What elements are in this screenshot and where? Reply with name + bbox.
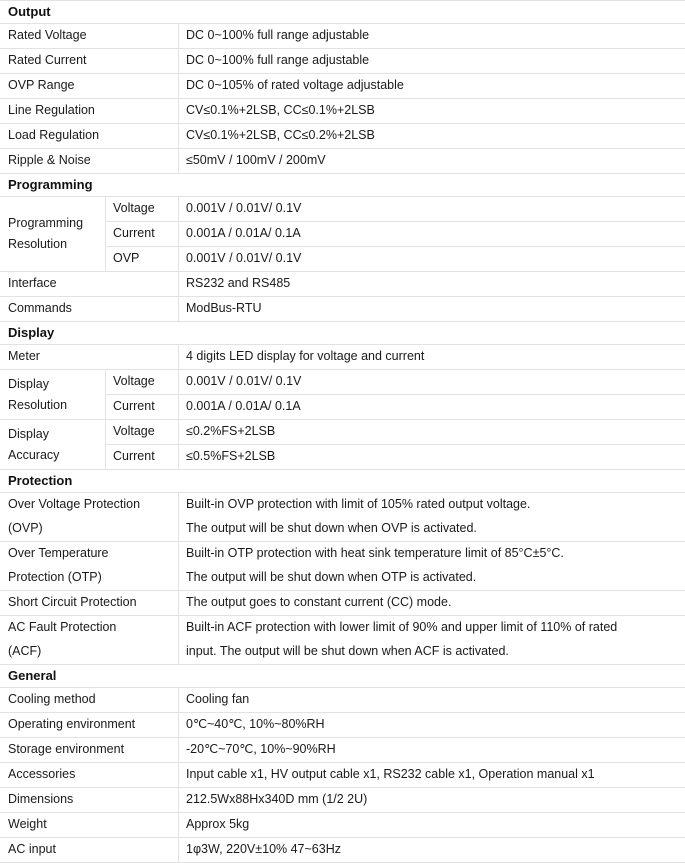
row-value: 0.001V / 0.01V/ 0.1V — [179, 370, 685, 395]
row-value — [179, 493, 685, 542]
row-value: 4 digits LED display for voltage and current — [179, 345, 685, 370]
row-label: Operating environment — [1, 713, 179, 738]
table-row — [1, 149, 685, 174]
row-label: Meter — [1, 345, 179, 370]
row-value: ≤0.5%FS+2LSB — [179, 445, 685, 470]
label-line-2: (OVP) — [8, 515, 171, 539]
section-title: Programming — [1, 174, 685, 197]
row-value: DC 0~100% full range adjustable — [179, 24, 685, 49]
label-line-1: AC Fault Protection — [8, 618, 171, 638]
row-sublabel: Current — [106, 395, 179, 420]
row-label: Accessories — [1, 763, 179, 788]
table-row — [1, 124, 685, 149]
table-row — [1, 493, 685, 542]
table-row — [1, 788, 685, 813]
row-value: 0.001A / 0.01A/ 0.1A — [179, 395, 685, 420]
row-value: DC 0~100% full range adjustable — [179, 49, 685, 74]
row-value: 0℃~40℃, 10%~80%RH — [179, 713, 685, 738]
row-value: Approx 5kg — [179, 813, 685, 838]
label-line-1: Over Voltage Protection — [8, 495, 171, 515]
row-value: Input cable x1, HV output cable x1, RS232 cable x1, Operation manual x1 — [179, 763, 685, 788]
section-header-output — [1, 1, 685, 24]
table-row — [1, 688, 685, 713]
table-row — [1, 591, 685, 616]
value-line-1: Built-in ACF protection with lower limit of 90% and upper limit of 110% of rated — [186, 618, 678, 638]
row-label: Rated Current — [1, 49, 179, 74]
row-value — [179, 542, 685, 591]
row-label — [1, 493, 179, 542]
row-sublabel: Voltage — [106, 420, 179, 445]
row-label: Ripple & Noise — [1, 149, 179, 174]
table-row — [1, 24, 685, 49]
table-row — [1, 297, 685, 322]
row-label-display-accuracy — [1, 420, 106, 470]
row-value: CV≤0.1%+2LSB, CC≤0.2%+2LSB — [179, 124, 685, 149]
row-label: Dimensions — [1, 788, 179, 813]
row-value: 0.001V / 0.01V/ 0.1V — [179, 247, 685, 272]
table-row — [1, 616, 685, 665]
table-row — [1, 272, 685, 297]
value-line-1: Built-in OVP protection with limit of 105% rated output voltage. — [186, 495, 678, 515]
row-label: Weight — [1, 813, 179, 838]
row-label: Short Circuit Protection — [1, 591, 179, 616]
label-line-2: Resolution — [8, 234, 98, 255]
row-value: RS232 and RS485 — [179, 272, 685, 297]
section-header-general — [1, 665, 685, 688]
section-header-protection — [1, 470, 685, 493]
label-line-1: Display — [8, 424, 98, 445]
row-value: CV≤0.1%+2LSB, CC≤0.1%+2LSB — [179, 99, 685, 124]
row-label: Interface — [1, 272, 179, 297]
table-row — [1, 370, 685, 395]
section-header-programming — [1, 174, 685, 197]
row-label: OVP Range — [1, 74, 179, 99]
value-line-2: input. The output will be shut down when ACF is activated. — [186, 638, 678, 662]
table-row — [1, 738, 685, 763]
label-line-2: Accuracy — [8, 445, 98, 466]
row-value: DC 0~105% of rated voltage adjustable — [179, 74, 685, 99]
value-line-2: The output will be shut down when OTP is activated. — [186, 564, 678, 588]
row-sublabel: OVP — [106, 247, 179, 272]
table-row — [1, 813, 685, 838]
row-value: 0.001V / 0.01V/ 0.1V — [179, 197, 685, 222]
value-line-2: The output will be shut down when OVP is activated. — [186, 515, 678, 539]
table-row — [1, 713, 685, 738]
row-value: -20℃~70℃, 10%~90%RH — [179, 738, 685, 763]
row-label: Rated Voltage — [1, 24, 179, 49]
row-value: Cooling fan — [179, 688, 685, 713]
row-label — [1, 542, 179, 591]
table-row — [1, 74, 685, 99]
table-row — [1, 838, 685, 863]
row-value — [179, 616, 685, 665]
label-line-2: (ACF) — [8, 638, 171, 662]
row-sublabel: Voltage — [106, 370, 179, 395]
row-label-display-resolution — [1, 370, 106, 420]
table-row — [1, 197, 685, 222]
row-value: 1φ3W, 220V±10% 47~63Hz — [179, 838, 685, 863]
section-title: Protection — [1, 470, 685, 493]
row-sublabel: Voltage — [106, 197, 179, 222]
row-label-programming-resolution — [1, 197, 106, 272]
label-line-2: Protection (OTP) — [8, 564, 171, 588]
row-value: 0.001A / 0.01A/ 0.1A — [179, 222, 685, 247]
row-value: ModBus-RTU — [179, 297, 685, 322]
section-title: General — [1, 665, 685, 688]
value-line-1: Built-in OTP protection with heat sink temperature limit of 85°C±5°C. — [186, 544, 678, 564]
section-title: Display — [1, 322, 685, 345]
label-line-1: Display — [8, 374, 98, 395]
row-value: The output goes to constant current (CC) mode. — [179, 591, 685, 616]
row-value: 212.5Wx88Hx340D mm (1/2 2U) — [179, 788, 685, 813]
row-label — [1, 616, 179, 665]
table-row — [1, 542, 685, 591]
row-label: AC input — [1, 838, 179, 863]
row-value: ≤0.2%FS+2LSB — [179, 420, 685, 445]
row-label: Cooling method — [1, 688, 179, 713]
section-header-display — [1, 322, 685, 345]
row-sublabel: Current — [106, 445, 179, 470]
label-line-1: Over Temperature — [8, 544, 171, 564]
table-row — [1, 420, 685, 445]
row-label: Commands — [1, 297, 179, 322]
table-row — [1, 49, 685, 74]
row-value: ≤50mV / 100mV / 200mV — [179, 149, 685, 174]
section-title: Output — [1, 1, 685, 24]
label-line-2: Resolution — [8, 395, 98, 416]
row-label: Load Regulation — [1, 124, 179, 149]
label-line-1: Programming — [8, 213, 98, 234]
row-label: Line Regulation — [1, 99, 179, 124]
row-sublabel: Current — [106, 222, 179, 247]
row-label: Storage environment — [1, 738, 179, 763]
table-row — [1, 763, 685, 788]
table-row — [1, 345, 685, 370]
table-row — [1, 99, 685, 124]
